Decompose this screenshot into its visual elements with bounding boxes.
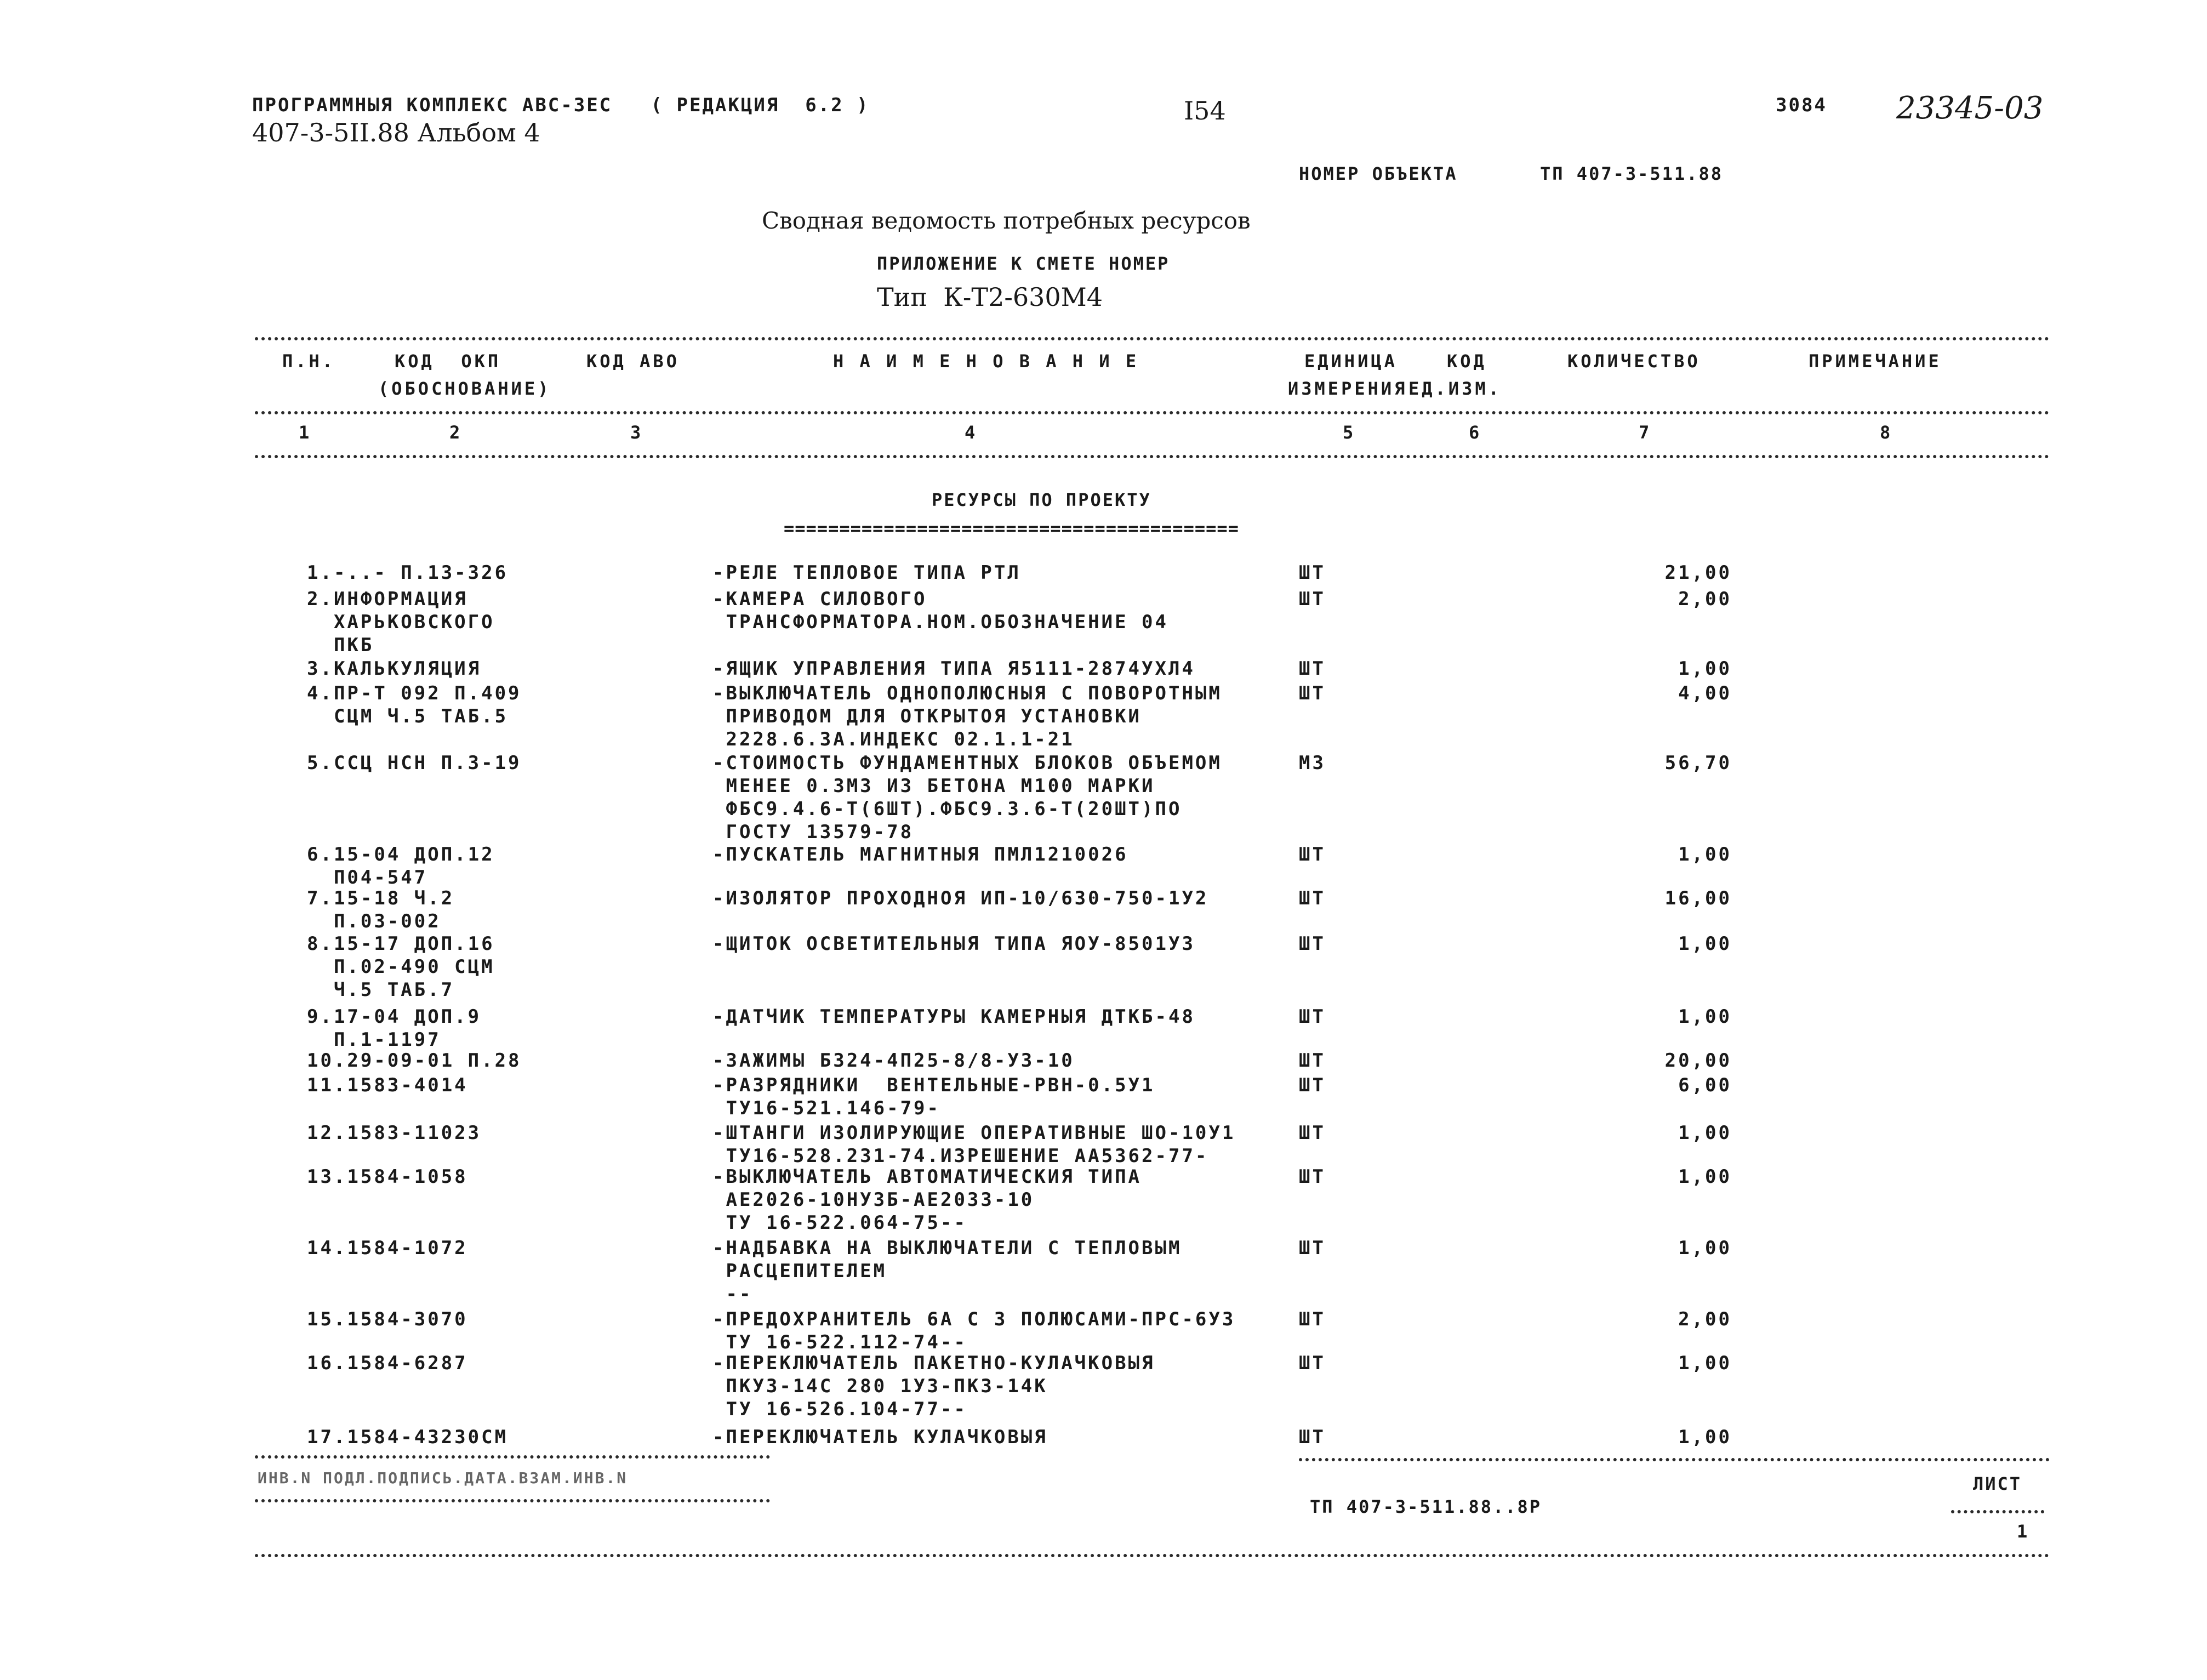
- cell-quantity: 16,00: [1664, 887, 1732, 909]
- sheet-number: 1: [2017, 1521, 2029, 1542]
- header-rule-2: [255, 455, 2050, 458]
- cell-name: -КАМЕРА СИЛОВОГО: [712, 588, 927, 610]
- cell-name: АЕ2026-10НУ3Б-АЕ2033-10: [712, 1189, 1035, 1211]
- col-number-4: 4: [965, 422, 978, 443]
- program-line: ПРОГРАММНЫЯ КОМПЛЕКС АВС-3ЕС ( РЕДАКЦИЯ 6.2 ): [252, 94, 870, 116]
- album-line: 407-3-5II.88 Альбом 4: [252, 118, 540, 147]
- table-row: [0, 681, 2207, 750]
- cell-code: Ч.5 ТАБ.7: [307, 979, 455, 1001]
- cell-name: -РЕЛЕ ТЕПЛОВОЕ ТИПА РТЛ: [712, 562, 1021, 584]
- table-row: [0, 1236, 2207, 1305]
- cell-name: ТРАНСФОРМАТОРА.НОМ.ОБОЗНАЧЕНИЕ 04: [712, 611, 1168, 633]
- cell-code: 4.ПР-Т 092 П.409: [307, 682, 522, 704]
- col-number-5: 5: [1343, 422, 1356, 443]
- cell-quantity: 2,00: [1678, 588, 1732, 610]
- table-row: [0, 587, 2207, 656]
- cell-unit: ШТ: [1299, 1122, 1326, 1144]
- cell-quantity: 1,00: [1678, 1352, 1732, 1374]
- cell-quantity: 1,00: [1678, 1122, 1732, 1144]
- code-right: 3084: [1776, 94, 1827, 116]
- table-row: [0, 932, 2207, 1001]
- header-col-unitcode-2: ЕД.ИЗМ.: [1408, 378, 1502, 399]
- cell-name: -ЯЩИК УПРАВЛЕНИЯ ТИПА Я5111-2874УХЛ4: [712, 658, 1195, 680]
- cell-code: 2.ИНФОРМАЦИЯ: [307, 588, 468, 610]
- section-underline: =========================================: [784, 518, 1239, 539]
- stamp-text: ИНВ.N ПОДЛ.ПОДПИСЬ.ДАТА.ВЗАМ.ИНВ.N: [258, 1469, 628, 1487]
- cell-unit: ШТ: [1299, 887, 1326, 909]
- cell-code: 16.1584-6287: [307, 1352, 468, 1374]
- header-col-pn: П.Н.: [282, 351, 336, 372]
- cell-quantity: 1,00: [1678, 1237, 1732, 1259]
- cell-code: 13.1584-1058: [307, 1166, 468, 1188]
- doc-code: ТП 407-3-511.88..8Р: [1310, 1496, 1542, 1517]
- cell-quantity: 2,00: [1678, 1308, 1732, 1330]
- col-number-1: 1: [299, 422, 312, 443]
- cell-unit: ШТ: [1299, 1426, 1326, 1448]
- cell-code: ПКБ: [307, 634, 374, 656]
- cell-unit: ШТ: [1299, 933, 1326, 955]
- object-label: НОМЕР ОБЪЕКТА: [1299, 163, 1458, 184]
- cell-name: -ПРЕДОХРАНИТЕЛЬ 6А С 3 ПОЛЮСАМИ-ПРС-6У3: [712, 1308, 1236, 1330]
- cell-code: 1.-..- П.13-326: [307, 562, 509, 584]
- cell-name: ТУ 16-522.112-74--: [712, 1331, 967, 1353]
- header-col-okp-2: (ОБОСНОВАНИЕ): [378, 378, 551, 399]
- header-col-okp-1: КОД ОКП: [395, 351, 501, 372]
- cell-quantity: 1,00: [1678, 658, 1732, 680]
- handwritten-number: 23345-03: [1896, 90, 2044, 126]
- cell-name: -ВЫКЛЮЧАТЕЛЬ АВТОМАТИЧЕСКИЯ ТИПА: [712, 1166, 1142, 1188]
- cell-code: 5.ССЦ НСН П.3-19: [307, 752, 522, 774]
- table-row: [0, 886, 2207, 932]
- footer-rule-left-2: [255, 1499, 770, 1502]
- footer-bottom-rule: [255, 1554, 2050, 1557]
- cell-code: 14.1584-1072: [307, 1237, 468, 1259]
- sheet-label: ЛИСТ: [1973, 1473, 2022, 1494]
- cell-code: 15.1584-3070: [307, 1308, 468, 1330]
- cell-code: П.1-1197: [307, 1029, 441, 1051]
- table-row: [0, 1425, 2207, 1447]
- col-number-8: 8: [1880, 422, 1894, 443]
- cell-name: -ЗАЖИМЫ Б324-4П25-8/8-У3-10: [712, 1050, 1075, 1072]
- cell-name: ТУ16-528.231-74.ИЗРЕШЕНИЕ АА5362-77-: [712, 1145, 1209, 1167]
- header-col-note: ПРИМЕЧАНИЕ: [1809, 351, 1942, 372]
- table-row: [0, 751, 2207, 843]
- cell-name: -ВЫКЛЮЧАТЕЛЬ ОДНОПОЛЮСНЫЯ С ПОВОРОТНЫМ: [712, 682, 1222, 704]
- cell-name: МЕНЕЕ 0.3МЗ ИЗ БЕТОНА М100 МАРКИ: [712, 775, 1155, 797]
- cell-code: ХАРЬКОВСКОГО: [307, 611, 495, 633]
- cell-name: -ПЕРЕКЛЮЧАТЕЛЬ КУЛАЧКОВЫЯ: [712, 1426, 1048, 1448]
- cell-code: 17.1584-43230СМ: [307, 1426, 509, 1448]
- header-rule-1: [255, 411, 2050, 414]
- cell-name: -ПУСКАТЕЛЬ МАГНИТНЫЯ ПМЛ1210026: [712, 844, 1128, 865]
- cell-code: 7.15-18 Ч.2: [307, 887, 455, 909]
- cell-name: 2228.6.3А.ИНДЕКС 02.1.1-21: [712, 728, 1075, 750]
- cell-name: -ЩИТОК ОСВЕТИТЕЛЬНЫЯ ТИПА ЯОУ-8501У3: [712, 933, 1195, 955]
- cell-name: --: [712, 1283, 753, 1305]
- cell-quantity: 1,00: [1678, 1006, 1732, 1028]
- cell-name: -ПЕРЕКЛЮЧАТЕЛЬ ПАКЕТНО-КУЛАЧКОВЫЯ: [712, 1352, 1155, 1374]
- col-number-7: 7: [1639, 422, 1652, 443]
- table-row: [0, 1049, 2207, 1070]
- table-row: [0, 842, 2207, 889]
- table-row: [0, 1121, 2207, 1167]
- footer-rule-left-1: [255, 1455, 770, 1459]
- header-col-unit-1: ЕДИНИЦА: [1304, 351, 1398, 372]
- cell-name: -ИЗОЛЯТОР ПРОХОДНОЯ ИП-10/630-750-1У2: [712, 887, 1209, 909]
- cell-name: ТУ 16-526.104-77--: [712, 1398, 967, 1420]
- cell-unit: ШТ: [1299, 1006, 1326, 1028]
- appendix-subtitle: ПРИЛОЖЕНИЕ К СМЕТЕ НОМЕР: [877, 253, 1170, 274]
- cell-name: РАСЦЕПИТЕЛЕМ: [712, 1260, 887, 1282]
- sheet-rule: [1951, 1510, 2044, 1513]
- cell-quantity: 1,00: [1678, 1166, 1732, 1188]
- cell-unit: ШТ: [1299, 588, 1326, 610]
- header-col-unitcode-1: КОД: [1447, 351, 1487, 372]
- cell-quantity: 56,70: [1664, 752, 1732, 774]
- cell-code: СЦМ Ч.5 ТАБ.5: [307, 705, 509, 727]
- cell-name: ФБС9.4.6-Т(6ШТ).ФБС9.3.6-Т(20ШТ)ПО: [712, 798, 1182, 820]
- table-row: [0, 1005, 2207, 1051]
- cell-unit: ШТ: [1299, 1166, 1326, 1188]
- object-value: ТП 407-3-511.88: [1540, 163, 1723, 184]
- cell-quantity: 20,00: [1664, 1050, 1732, 1072]
- col-number-3: 3: [630, 422, 644, 443]
- header-col-avo: КОД АВО: [586, 351, 680, 372]
- type-title: Тип К-Т2-630М4: [877, 282, 1103, 312]
- cell-unit: ШТ: [1299, 562, 1326, 584]
- cell-code: П04-547: [307, 867, 428, 889]
- cell-quantity: 4,00: [1678, 682, 1732, 704]
- cell-name: -ШТАНГИ ИЗОЛИРУЮЩИЕ ОПЕРАТИВНЫЕ ШО-10У1: [712, 1122, 1236, 1144]
- cell-unit: ШТ: [1299, 1074, 1326, 1096]
- cell-name: ГОСТУ 13579-78: [712, 821, 914, 843]
- header-col-name: Н А И М Е Н О В А Н И Е: [833, 351, 1139, 372]
- cell-quantity: 1,00: [1678, 933, 1732, 955]
- table-row: [0, 1073, 2207, 1119]
- footer-rule-right-1: [1299, 1458, 2050, 1461]
- cell-unit: ШТ: [1299, 1237, 1326, 1259]
- cell-code: 9.17-04 ДОП.9: [307, 1006, 482, 1028]
- cell-quantity: 21,00: [1664, 562, 1732, 584]
- cell-unit: ШТ: [1299, 682, 1326, 704]
- page-number: I54: [1184, 96, 1226, 126]
- table-row: [0, 561, 2207, 583]
- cell-name: ПРИВОДОМ ДЛЯ ОТКРЫТОЯ УСТАНОВКИ: [712, 705, 1142, 727]
- cell-name: -НАДБАВКА НА ВЫКЛЮЧАТЕЛИ С ТЕПЛОВЫМ: [712, 1237, 1182, 1259]
- page-title: Сводная ведомость потребных ресурсов: [762, 207, 1251, 234]
- cell-name: -РАЗРЯДНИКИ ВЕНТЕЛЬНЫЕ-РВН-0.5У1: [712, 1074, 1155, 1096]
- cell-quantity: 6,00: [1678, 1074, 1732, 1096]
- cell-code: П.03-002: [307, 910, 441, 932]
- cell-unit: ШТ: [1299, 658, 1326, 680]
- cell-code: 11.1583-4014: [307, 1074, 468, 1096]
- header-col-qty: КОЛИЧЕСТВО: [1567, 351, 1701, 372]
- cell-unit: ШТ: [1299, 1352, 1326, 1374]
- cell-quantity: 1,00: [1678, 1426, 1732, 1448]
- cell-code: 6.15-04 ДОП.12: [307, 844, 495, 865]
- cell-unit: ШТ: [1299, 1308, 1326, 1330]
- cell-quantity: 1,00: [1678, 844, 1732, 865]
- cell-code: 8.15-17 ДОП.16: [307, 933, 495, 955]
- cell-name: ТУ16-521.146-79-: [712, 1097, 940, 1119]
- cell-code: 12.1583-11023: [307, 1122, 482, 1144]
- table-row: [0, 657, 2207, 679]
- cell-code: 3.КАЛЬКУЛЯЦИЯ: [307, 658, 482, 680]
- cell-unit: ШТ: [1299, 1050, 1326, 1072]
- col-number-6: 6: [1469, 422, 1482, 443]
- col-number-2: 2: [449, 422, 463, 443]
- table-row: [0, 1165, 2207, 1234]
- table-top-rule: [255, 337, 2050, 340]
- table-row: [0, 1351, 2207, 1420]
- cell-name: -СТОИМОСТЬ ФУНДАМЕНТНЫХ БЛОКОВ ОБЪЕМОМ: [712, 752, 1222, 774]
- cell-unit: ШТ: [1299, 844, 1326, 865]
- cell-code: П.02-490 СЦМ: [307, 956, 495, 978]
- header-col-unit-2: ИЗМЕРЕНИЯ: [1288, 378, 1408, 399]
- cell-name: ТУ 16-522.064-75--: [712, 1212, 967, 1234]
- cell-code: 10.29-09-01 П.28: [307, 1050, 522, 1072]
- table-row: [0, 1307, 2207, 1353]
- cell-name: ПКУ3-14С 280 1У3-ПК3-14К: [712, 1375, 1048, 1397]
- cell-unit: МЗ: [1299, 752, 1326, 774]
- section-title: РЕСУРСЫ ПО ПРОЕКТУ: [932, 489, 1151, 510]
- cell-name: -ДАТЧИК ТЕМПЕРАТУРЫ КАМЕРНЫЯ ДТКБ-48: [712, 1006, 1195, 1028]
